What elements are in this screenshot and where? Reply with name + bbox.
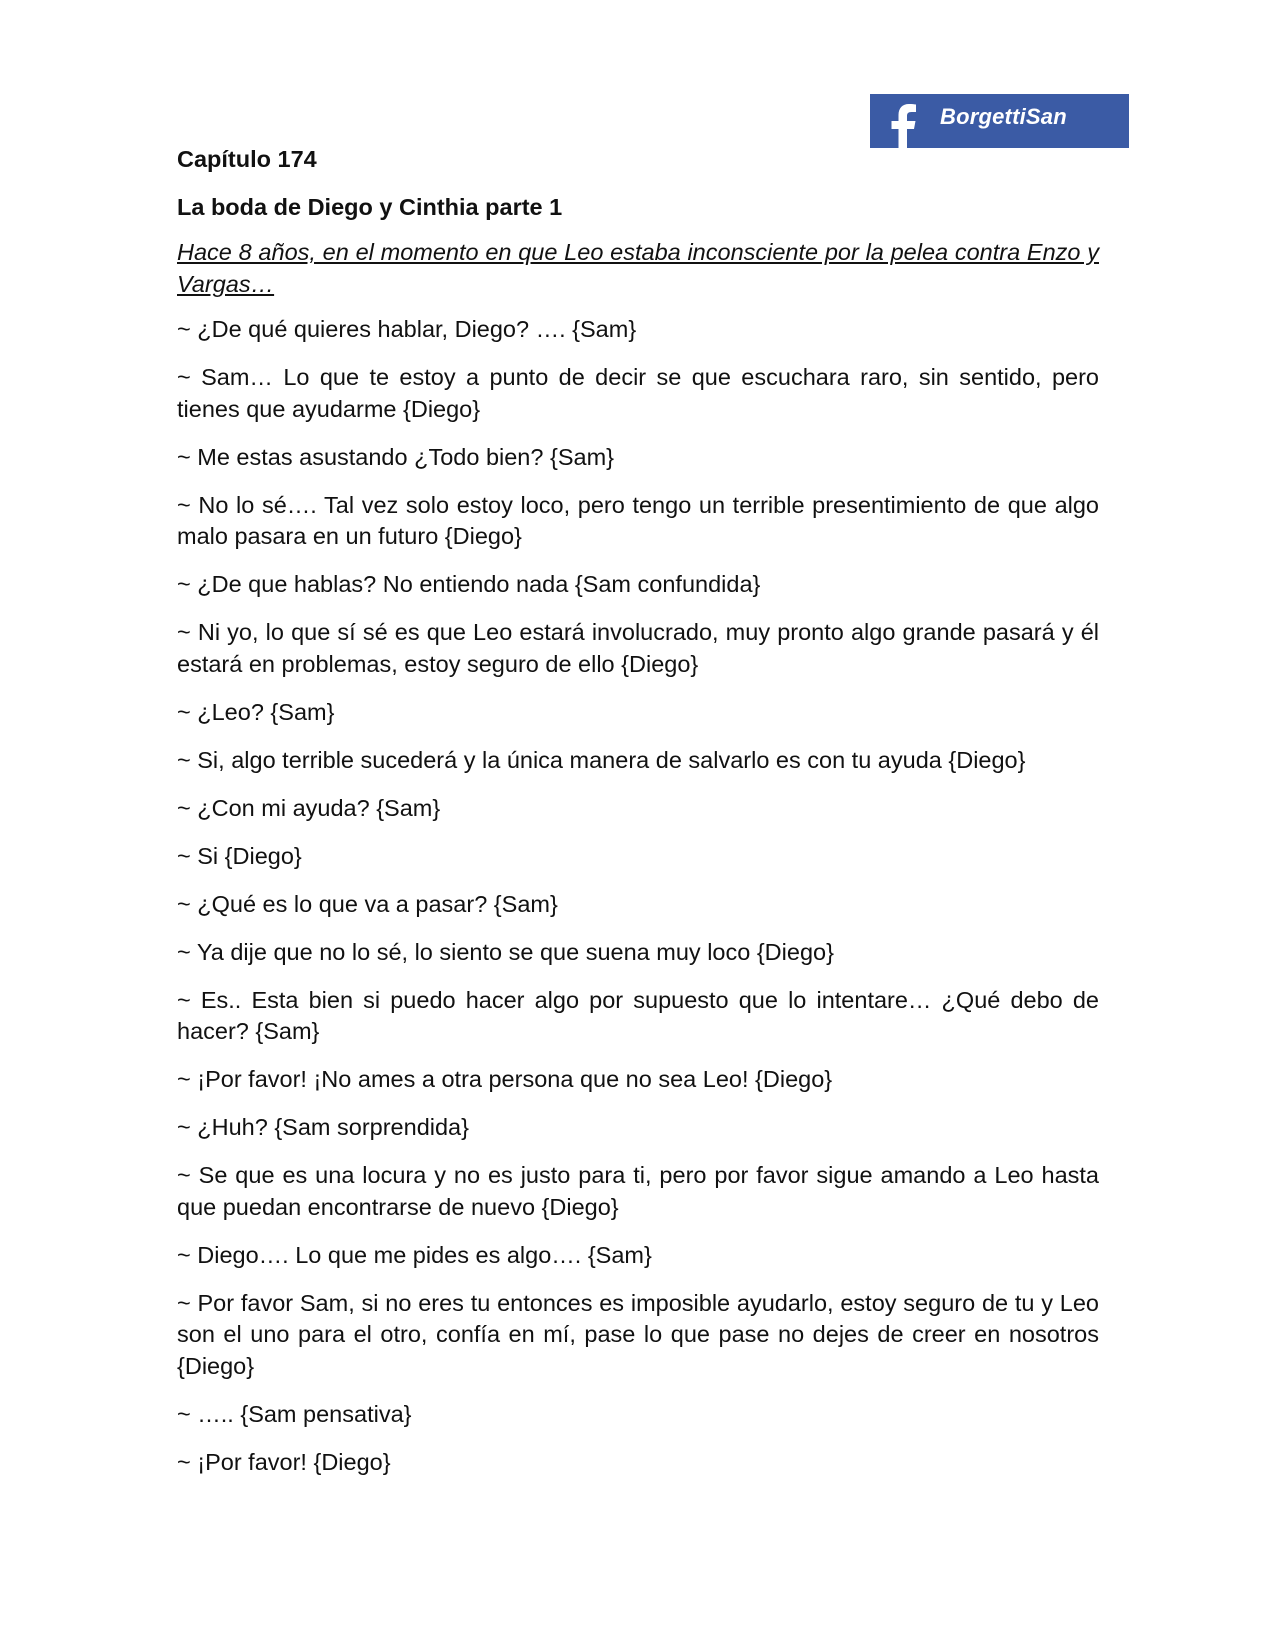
facebook-icon [885,102,919,148]
flashback-intro: Hace 8 años, en el momento en que Leo estaba inconsciente por la pelea contra Enzo y Vargas… [177,239,1099,297]
facebook-badge[interactable] [870,94,1129,148]
dialogue-line: ~ Ya dije que no lo sé, lo siento se que suena muy loco {Diego} [177,938,834,965]
dialogue-line: ~ Si {Diego} [177,842,302,869]
dialogue-line: ~ ¿Con mi ayuda? {Sam} [177,794,441,821]
dialogue-line: ~ Si, algo terrible sucederá y la única manera de salvarlo es con tu ayuda {Diego} [177,746,1026,773]
dialogue-line: ~ ¡Por favor! ¡No ames a otra persona que no sea Leo! {Diego} [177,1066,833,1092]
dialogue-line: ~ Me estas asustando ¿Todo bien? {Sam} [177,443,614,470]
document-body [177,144,1099,1495]
facebook-page-name: BorgettiSan [940,104,1067,129]
dialogue-line: ~ Es.. Esta bien si puedo hacer algo por supuesto que lo intentare… ¿Qué debo de hacer? {Sam} [177,986,1099,1044]
dialogue-line: ~ ¡Por favor! {Diego} [177,1448,391,1475]
chapter-heading: Capítulo 174 [177,146,317,172]
dialogue-line: ~ ¿Leo? {Sam} [177,698,335,725]
dialogue-line: ~ Se que es una locura y no es justo para ti, pero por favor sigue amando a Leo hasta que puedan encontrarse de nuevo {Diego} [177,1162,1099,1220]
dialogue-line: ~ ¿De qué quieres hablar, Diego? …. {Sam} [177,316,637,342]
dialogue-line: ~ Sam… Lo que te estoy a punto de decir se que escuchara raro, sin sentido, pero tienes que ayudarme {Diego} [177,364,1099,422]
dialogue-line: ~ ….. {Sam pensativa} [177,1400,412,1427]
dialogue-line: ~ ¿De que hablas? No entiendo nada {Sam confundida} [177,571,761,597]
dialogue-line: ~ Ni yo, lo que sí sé es que Leo estará involucrado, muy pronto algo grande pasará y él estará en problemas, estoy seguro de ello {Diego} [177,619,1099,677]
dialogue-line: ~ No lo sé…. Tal vez solo estoy loco, pero tengo un terrible presentimiento de que algo malo pasara en un futuro {Diego} [177,491,1099,549]
dialogue-line: ~ Por favor Sam, si no eres tu entonces es imposible ayudarlo, estoy seguro de tu y Leo son el uno para el otro, confía en mí, pase lo que pase no dejes de creer en nosotros {Diego} [177,1289,1099,1379]
dialogue-line: ~ Diego…. Lo que me pides es algo…. {Sam} [177,1241,652,1268]
dialogue-line: ~ ¿Qué es lo que va a pasar? {Sam} [177,890,558,917]
dialogue-line: ~ ¿Huh? {Sam sorprendida} [177,1114,469,1140]
chapter-subtitle: La boda de Diego y Cinthia parte 1 [177,193,563,220]
